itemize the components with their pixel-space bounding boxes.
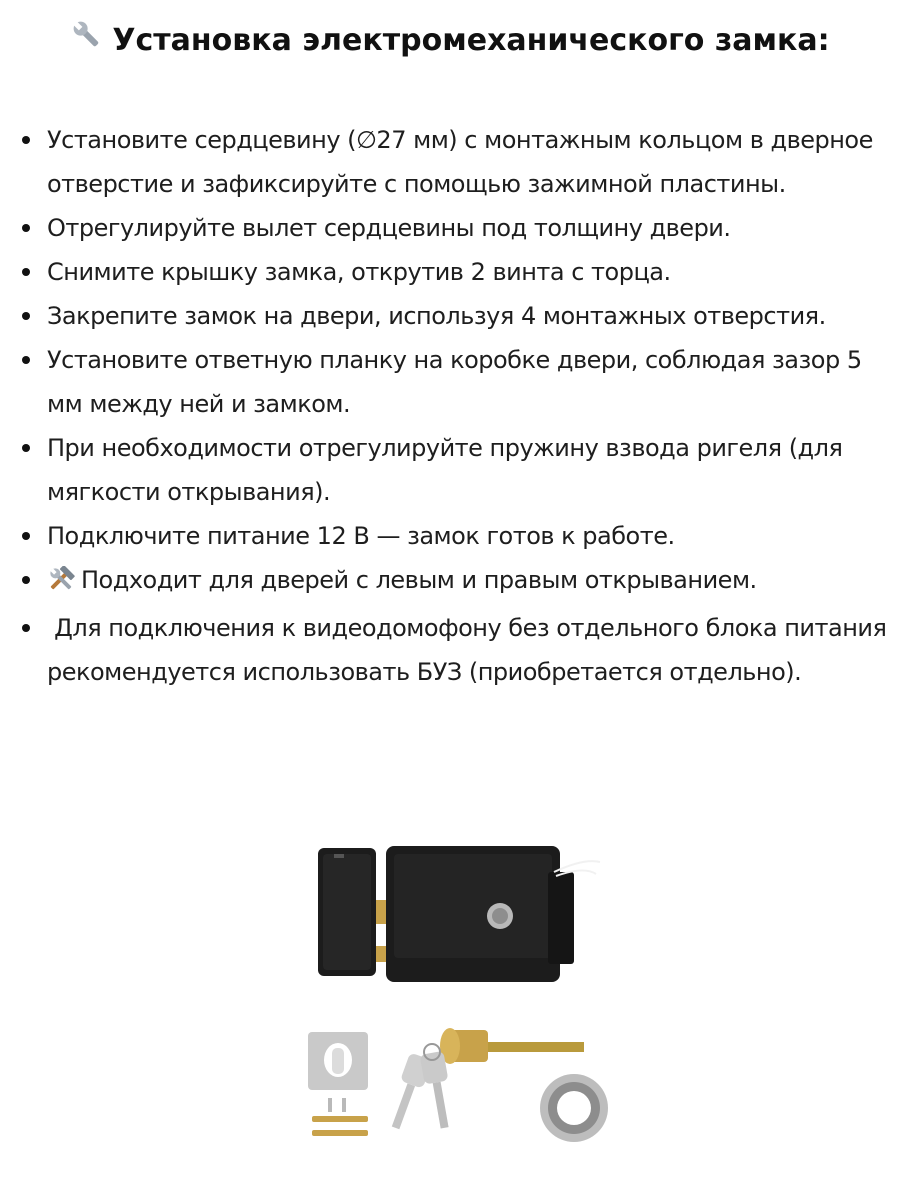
list-item: [0, 426, 900, 514]
mounting-plate: [308, 1032, 368, 1090]
list-item: [0, 250, 900, 294]
list-item: [0, 606, 900, 694]
lock-body: [386, 846, 600, 982]
list-item: [0, 118, 900, 206]
step-text: Снимите крышку замка, открутив 2 винта с торца.: [47, 258, 671, 286]
step-text: Подключите питание 12 В — замок готов к работе.: [47, 522, 675, 550]
hammer-and-wrench-icon: [47, 562, 75, 606]
wrench-icon: [70, 18, 104, 65]
lock-kit-photo: [290, 820, 620, 1150]
mounting-ring: [540, 1074, 608, 1142]
step-text: Установите ответную планку на коробке двери, соблюдая зазор 5 мм между ней и замком.: [47, 346, 862, 418]
list-item: [0, 514, 900, 558]
lock-cylinder: [440, 1028, 584, 1064]
step-text: Закрепите замок на двери, используя 4 монтажных отверстия.: [47, 302, 826, 330]
list-item: [0, 338, 900, 426]
step-text: Подходит для дверей с левым и правым открыванием.: [81, 566, 757, 594]
screws: [312, 1098, 368, 1136]
step-text: При необходимости отрегулируйте пружину взвода ригеля (для мягкости открывания).: [47, 434, 843, 506]
step-text: Для подключения к видеодомофону без отдельного блока питания рекомендуется использовать БУЗ (приобретается отдельно).: [47, 614, 894, 686]
list-item: [0, 558, 900, 606]
list-item: [0, 206, 900, 250]
list-item: [0, 294, 900, 338]
title-text: Установка электромеханического замка:: [112, 23, 830, 58]
step-text: Отрегулируйте вылет сердцевины под толщину двери.: [47, 214, 731, 242]
strike-plate: [318, 848, 376, 976]
instruction-list: [0, 118, 900, 694]
page-title: [0, 18, 900, 65]
step-text: Установите сердцевину (∅27 мм) с монтажным кольцом в дверное отверстие и зафиксируйте с помощью зажимной пластины.: [47, 126, 873, 198]
